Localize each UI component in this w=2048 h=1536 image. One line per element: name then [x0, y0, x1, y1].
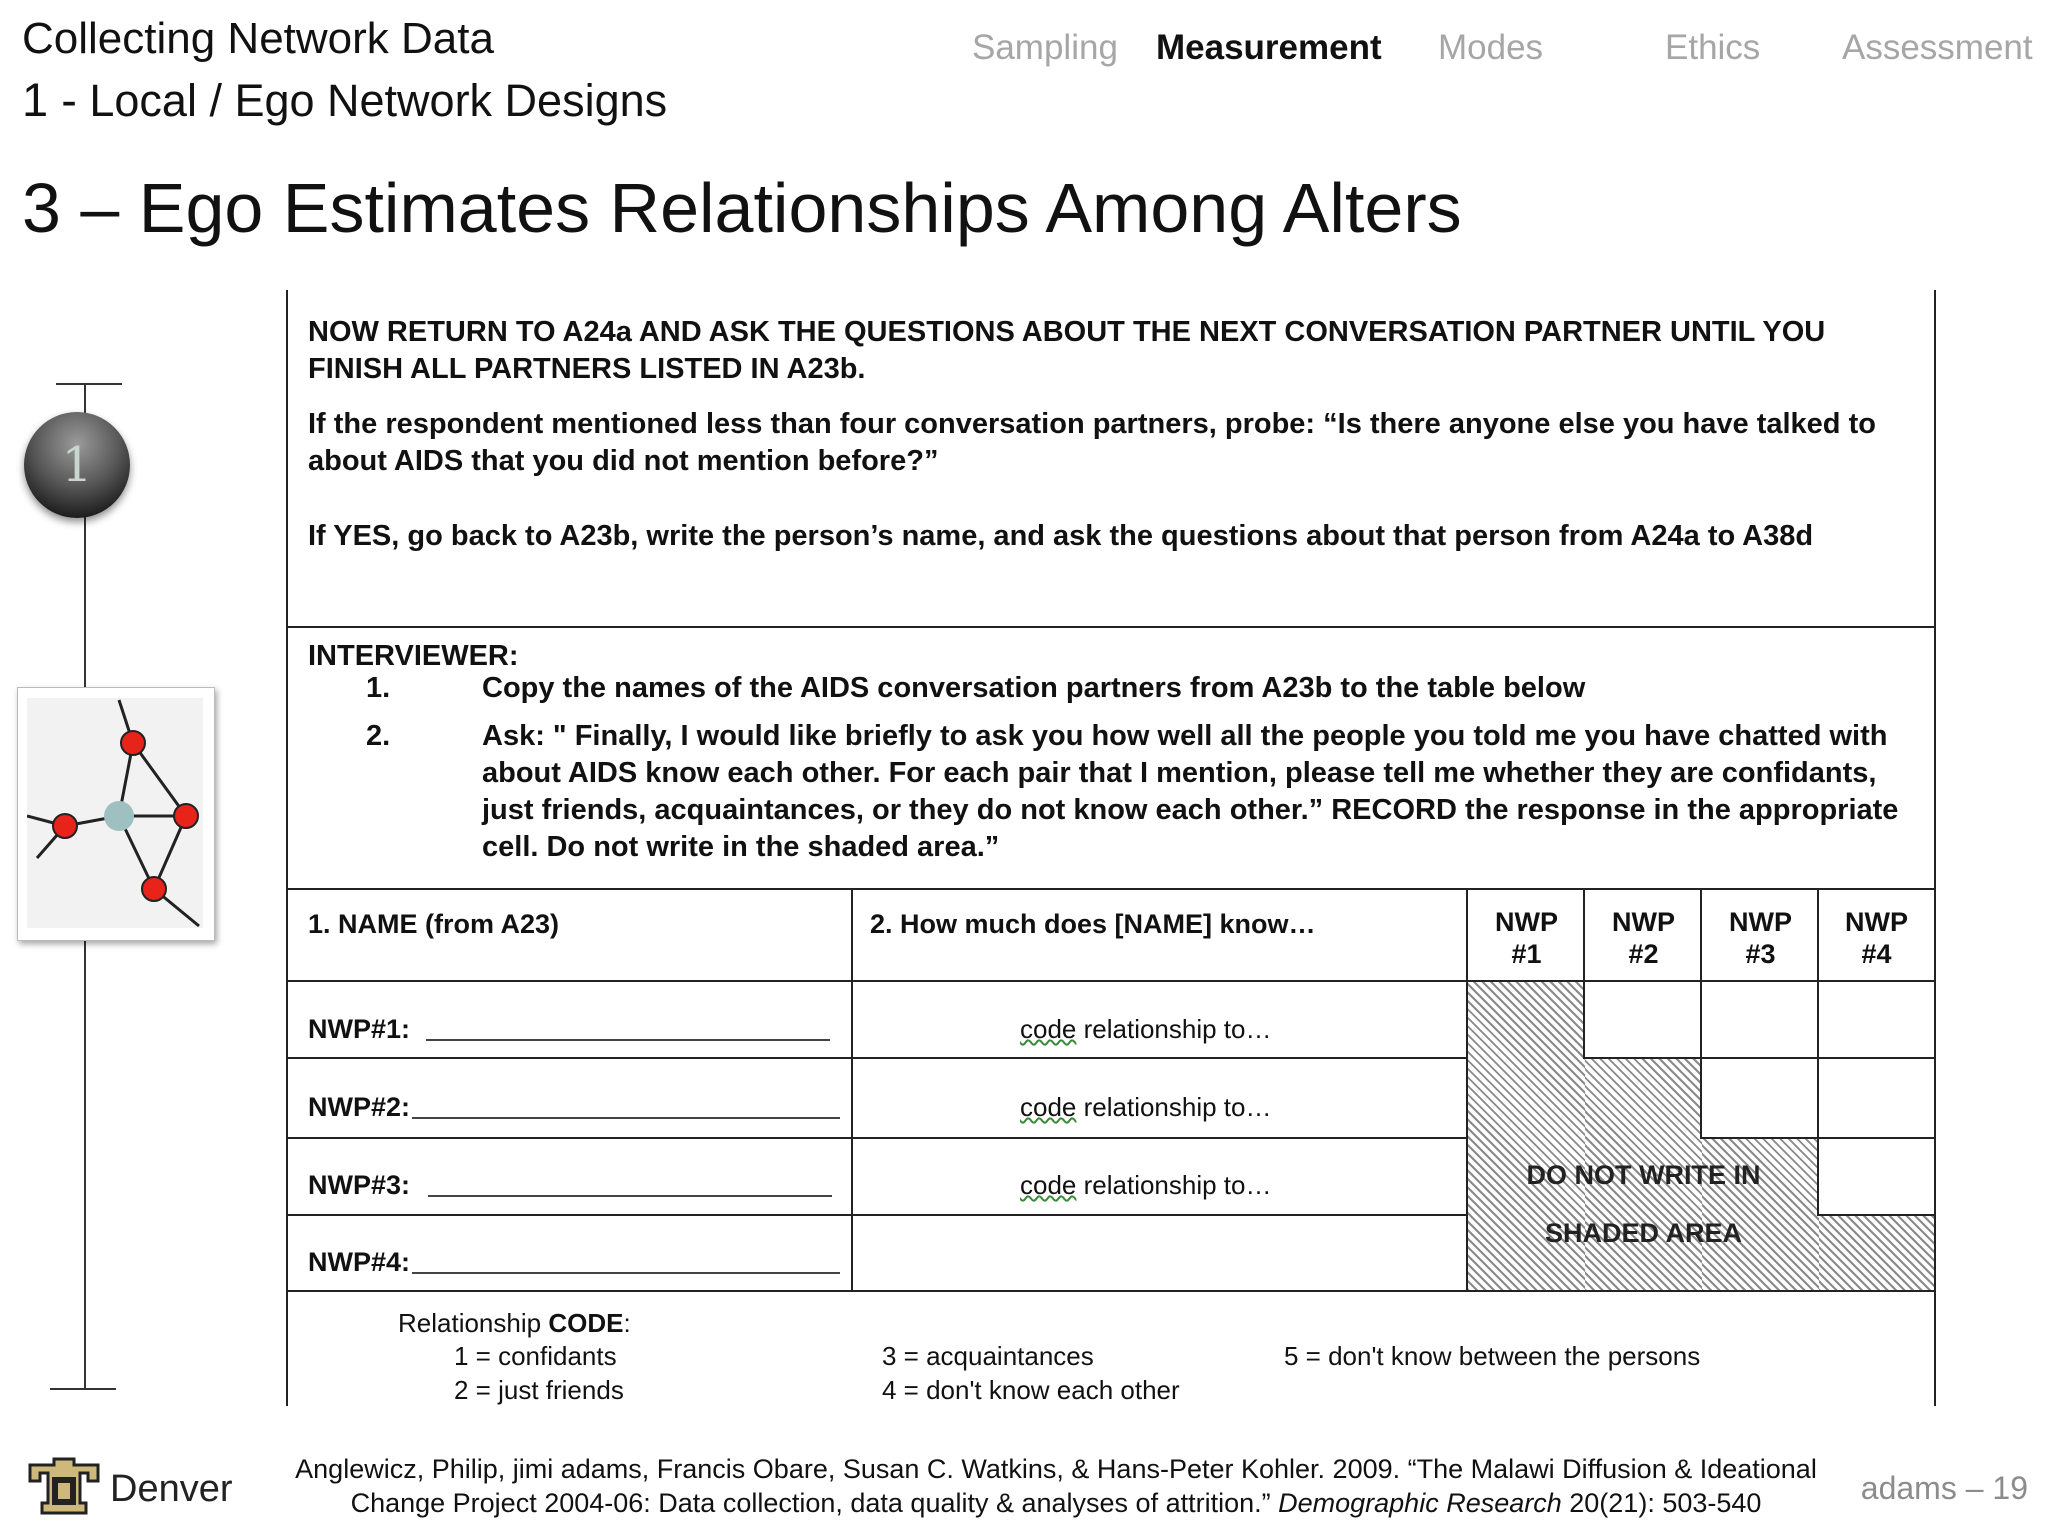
- nav-modes[interactable]: Modes: [1438, 28, 1544, 67]
- cu-logo-icon: [26, 1455, 102, 1524]
- survey-form-excerpt: [286, 290, 1936, 1406]
- name-blank-line: [412, 1272, 840, 1274]
- nwp-column-header: [1702, 906, 1819, 970]
- interviewer-section: [288, 628, 1934, 890]
- name-blank-line: [412, 1117, 840, 1119]
- nwp-column-header: [1468, 906, 1585, 970]
- section-title: Local / Ego Network Designs: [76, 75, 668, 126]
- code-item: 1 = confidants: [454, 1341, 617, 1371]
- shaded-area-note: DO NOT WRITE IN: [1526, 1160, 1761, 1190]
- code-relationship-hint: [1020, 1170, 1272, 1201]
- relationship-table: [288, 890, 1934, 1290]
- timeline-top-cap: [56, 383, 122, 385]
- network-thumbnail[interactable]: [17, 687, 215, 941]
- row-label: NWP#2:: [308, 1092, 411, 1122]
- table-rule: [1585, 1057, 1934, 1059]
- name-blank-line: [426, 1039, 830, 1041]
- timeline-step-marker[interactable]: 1: [24, 412, 130, 518]
- code-rest: relationship to…: [1076, 1092, 1272, 1122]
- citation-journal: Demographic Research: [1278, 1488, 1562, 1518]
- nav-measurement[interactable]: Measurement: [1156, 28, 1382, 67]
- table-rule: [288, 1290, 1934, 1292]
- brand-denver: Denver: [110, 1468, 233, 1510]
- nwp-column-header: [1585, 906, 1702, 970]
- code-item: 4 = don't know each other: [882, 1375, 1180, 1405]
- name-blank-line: [428, 1195, 832, 1197]
- table-rule: [288, 1214, 1468, 1216]
- nwp-header-number: #4: [1861, 939, 1892, 969]
- shaded-area-note: SHADED AREA: [1544, 1218, 1742, 1248]
- shaded-cell: [1819, 1216, 1934, 1291]
- nwp-column-header: [1819, 906, 1934, 970]
- code-word: code: [1020, 1014, 1077, 1044]
- row-label: NWP#1:: [308, 1014, 411, 1044]
- code-word: code: [1020, 1170, 1077, 1200]
- timeline-bottom-cap: [50, 1388, 116, 1390]
- citation-line-2: [246, 1486, 1866, 1520]
- nwp-header-label: NWP: [1729, 907, 1792, 937]
- code-relationship-hint: [1020, 1092, 1272, 1123]
- nav-ethics[interactable]: Ethics: [1665, 28, 1761, 67]
- nwp-header-number: #1: [1511, 939, 1542, 969]
- course-title: Collecting Network Data: [22, 14, 494, 63]
- code-title-bold: CODE: [548, 1308, 624, 1338]
- citation-text: Change Project 2004-06: Data collection, data quality & analyses of attrition.”: [350, 1488, 1279, 1518]
- instruction-probe: If the respondent mentioned less than four conversation partners, probe: “Is there anyone else you have talked to about AIDS that you did not mention before?”: [308, 408, 1876, 477]
- slide-title: 3 – Ego Estimates Relationships Among Alters: [22, 169, 1462, 247]
- code-relationship-hint: [1020, 1014, 1272, 1045]
- knowledge-column-header: 2. How much does [NAME] know…: [870, 909, 1316, 939]
- network-graph-icon: [27, 698, 203, 928]
- code-word: code: [1020, 1092, 1077, 1122]
- table-rule: [288, 1057, 1468, 1059]
- table-rule: [1819, 1214, 1934, 1216]
- form-instructions-section: [288, 290, 1934, 628]
- code-rest: relationship to…: [1076, 1014, 1272, 1044]
- row-label: NWP#4:: [308, 1247, 411, 1277]
- code-item: 5 = don't know between the persons: [1284, 1341, 1701, 1371]
- nwp-header-number: #2: [1628, 939, 1659, 969]
- step-text: Ask: " Finally, I would like briefly to ask you how well all the people you told me you have chatted with about AIDS know each other. For each pair that I mention, please tell me whether they are confidants, just friends, acquaintances, or they do not know each other.” RECORD the response in the appropriate cell. Do not write in the shaded area.”: [482, 720, 1899, 863]
- table-rule: [288, 1137, 1468, 1139]
- code-title-suffix: :: [623, 1308, 631, 1338]
- citation-line-1: Anglewicz, Philip, jimi adams, Francis Obare, Susan C. Watkins, & Hans-Peter Kohler. 2009. “The Malawi Diffusion & Ideational: [295, 1454, 1817, 1484]
- nwp-header-label: NWP: [1495, 907, 1558, 937]
- nav-assessment[interactable]: Assessment: [1842, 28, 2033, 67]
- nwp-header-label: NWP: [1612, 907, 1675, 937]
- page-number: adams – 19: [1860, 1470, 2028, 1506]
- instruction-if-yes: If YES, go back to A23b, write the person’s name, and ask the questions about that person from A24a to A38d: [308, 520, 1814, 552]
- nwp-header-number: #3: [1745, 939, 1776, 969]
- table-rule: [851, 890, 853, 1292]
- relationship-code-title: [398, 1306, 631, 1340]
- row-label: NWP#3:: [308, 1170, 411, 1200]
- citation-volume: 20(21): 503-540: [1561, 1488, 1762, 1518]
- code-item: 2 = just friends: [454, 1375, 624, 1405]
- interviewer-label: INTERVIEWER:: [308, 640, 519, 672]
- code-item: 3 = acquaintances: [882, 1341, 1094, 1371]
- instruction-return: NOW RETURN TO A24a AND ASK THE QUESTIONS ABOUT THE NEXT CONVERSATION PARTNER UNTIL YOU FINISH ALL PARTNERS LISTED IN A23b.: [308, 316, 1826, 385]
- step-text: Copy the names of the AIDS conversation partners from A23b to the table below: [482, 672, 1586, 704]
- code-title-prefix: Relationship: [398, 1308, 549, 1338]
- step-number: 2.: [366, 720, 391, 752]
- table-rule: [288, 980, 1934, 982]
- nav-sampling[interactable]: Sampling: [972, 28, 1118, 67]
- section-subtitle: [22, 72, 667, 127]
- section-number: 1 -: [22, 73, 77, 126]
- step-number: 1.: [366, 672, 391, 704]
- nwp-header-label: NWP: [1845, 907, 1908, 937]
- code-rest: relationship to…: [1076, 1170, 1272, 1200]
- name-column-header: 1. NAME (from A23): [308, 909, 560, 939]
- citation: [246, 1452, 1866, 1520]
